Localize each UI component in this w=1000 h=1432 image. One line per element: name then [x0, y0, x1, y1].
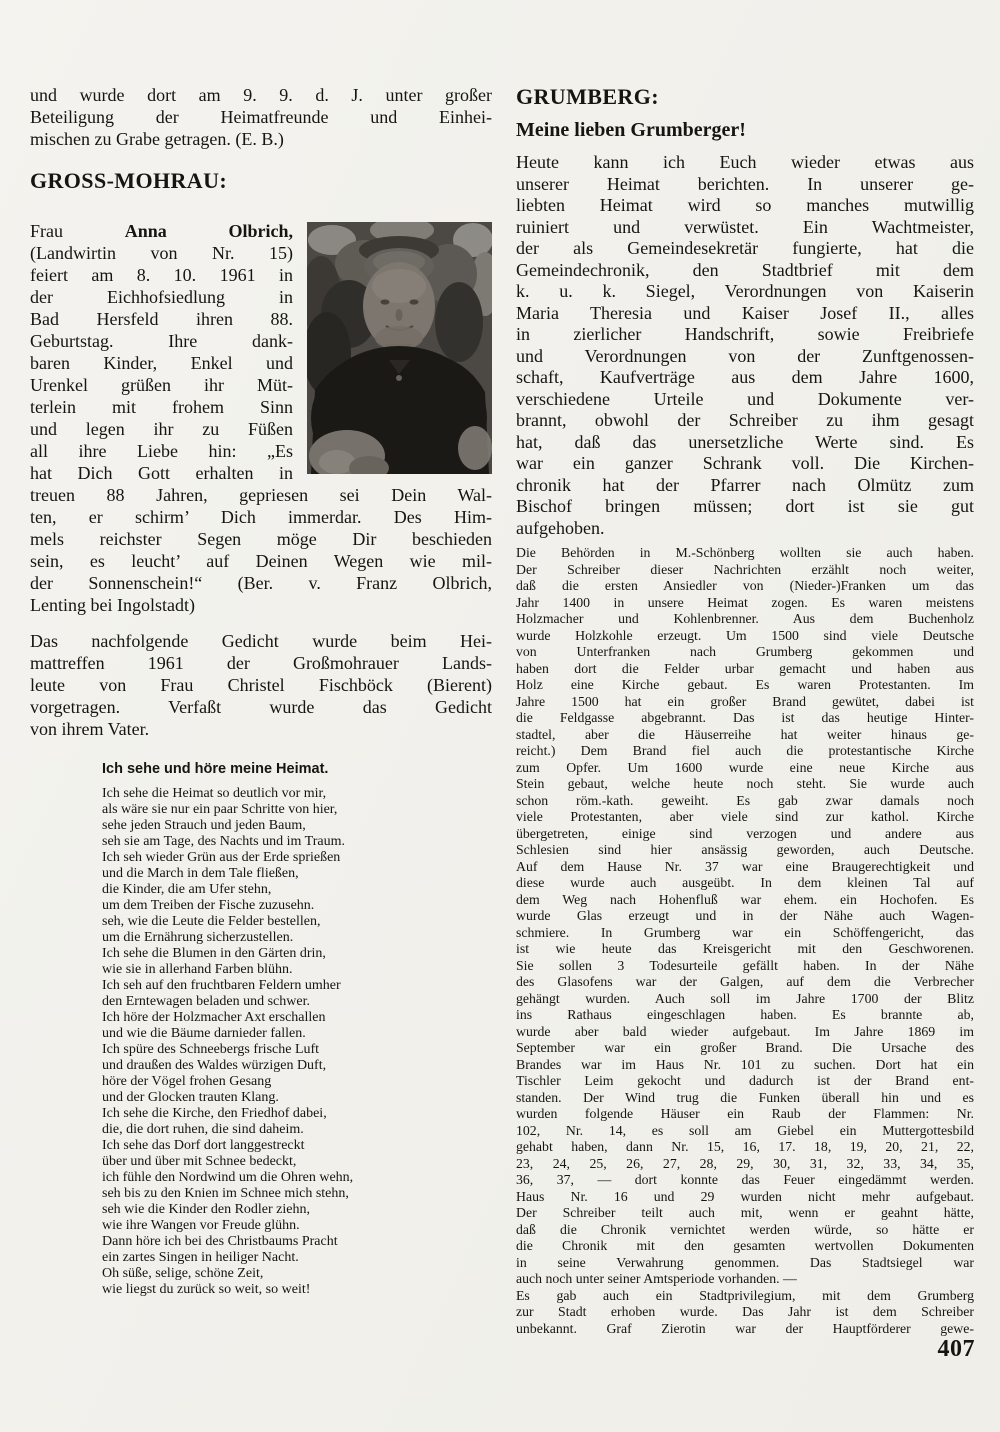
text-line: zur Stadt erhoben wurde. Das Jahr ist dem Schreiber	[516, 1304, 974, 1319]
text-line: Ich sehe das Dorf dort langgestreckt	[102, 1138, 305, 1153]
text-line: Es gab auch ein Stadtprivilegium, mit dem Grumberg	[516, 1287, 974, 1303]
text-line: Holzmacher und Kohlenbrenner. Aus dem Buchenholz	[516, 611, 974, 626]
text-line: wie sie in allerhand Farben blühn.	[102, 962, 293, 977]
text-line: hat Dich Gott erhalten in	[30, 463, 293, 483]
text-line: Bad Hersfeld ihren 88.	[30, 309, 293, 329]
text-line: ins Rathaus eingeschlagen haben. Es brannte ab,	[516, 1007, 974, 1022]
text-line: von Unterfranken nach Grumberg gekommen und	[516, 644, 974, 659]
text-line: hat, daß das unersetzliche Werte sind. Es	[516, 431, 974, 452]
text-line: Jahr 1400 in unsere Heimat zogen. Es waren meistens	[516, 594, 974, 610]
text-line: war ein ganzer Schrank voll. Die Kirchen-	[516, 453, 974, 473]
text-line: (Landwirtin von Nr. 15)	[30, 243, 293, 263]
right-column	[516, 84, 974, 1337]
text-line: seh sie am Tage, des Nachts und im Traum.	[102, 834, 345, 849]
text-line: des Glasofens war der Galgen, auf dem die Verbrecher	[516, 974, 974, 989]
text-line: seh bis zu den Knien im Schnee mich stehn,	[102, 1186, 349, 1201]
poem-text	[102, 786, 492, 1298]
text-line: mischen zu Grabe getragen. (E. B.)	[30, 129, 284, 149]
text-line: schon röm.-kath. geweiht. Es gab zwar damals noch	[516, 792, 974, 808]
text-line: gehängt wurden. Auch soll im Jahre 1700 der Blitz	[516, 990, 974, 1006]
text-line: Lenting bei Ingolstadt)	[30, 595, 195, 615]
text-line: dem Weg nach Hohenfluß war ehem. ein Hochofen. Es	[516, 891, 974, 907]
text-line: daß die Chronik vernichtet werden würde, so hätte er	[516, 1221, 974, 1237]
poem-introduction-paragraph	[30, 630, 492, 740]
text-line: seh, wie die Leute die Felder bestellen,	[102, 914, 321, 929]
text-line: und legen ihr zu Füßen	[30, 419, 293, 439]
text-line: Stein gebaut, welche heute noch steht. Sie wurde auch	[516, 776, 974, 791]
stadtprivilegium-paragraph	[516, 1288, 974, 1338]
text-line: Beteiligung der Heimatfreunde und Einhei-	[30, 107, 492, 127]
text-line: baren Kinder, Enkel und	[30, 353, 293, 373]
text-line: sein, es leucht’ auf Deinen Wegen wie mil-	[30, 551, 492, 571]
text-line: Brandes war im Haus Nr. 101 zu suchen. Dort hat ein	[516, 1056, 974, 1072]
chronicle-history-paragraph	[516, 545, 974, 1288]
text-line: wurde Holzkohle erzeugt. Um 1500 sind viele Deutsche	[516, 627, 974, 643]
text-line: die Chronik mit den gesamten wertvollen Dokumenten	[516, 1238, 974, 1253]
text-line: daß die ersten Ansiedler von (Nieder-)Franken um das	[516, 578, 974, 593]
text-line: terlein mit frohem Sinn	[30, 397, 293, 417]
section-heading-gross-mohrau: GROSS-MOHRAU:	[30, 168, 228, 193]
text-line: der Sonnenschein!“ (Ber. v. Franz Olbrich,	[30, 573, 492, 593]
text-line: vorgetragen. Verfaßt wurde das Gedicht	[30, 697, 492, 717]
text-line: die Feldgasse abgebrannt. Das ist das heutige Hinter-	[516, 710, 974, 725]
text-line: und die March in dem Tale fließen,	[102, 866, 299, 881]
text-line: stadtel, aber die Häuserreihe hat weiter hinaus ge-	[516, 726, 974, 742]
text-line: wurde Glas erzeugt und in der Nähe auch Wagen-	[516, 908, 974, 923]
birthday-paragraph	[30, 220, 492, 616]
obituary-closing-paragraph	[30, 84, 492, 150]
text-line: reicht.) Dem Brand fiel auch die protestantische Kirche	[516, 743, 974, 758]
text-line: den Erntewagen beladen und schwer.	[102, 994, 310, 1009]
text-line: Haus Nr. 16 und 29 wurden nicht mehr aufgebaut.	[516, 1188, 974, 1204]
text-line: Heute kann ich Euch wieder etwas aus	[516, 152, 974, 172]
text-line: treuen 88 Jahren, gepriesen sei Dein Wal-	[30, 485, 492, 505]
text-line: Der Schreiber teilt auch mit, wenn er geahnt hätte,	[516, 1205, 974, 1220]
portrait-photo	[307, 222, 492, 474]
text-line: k. u. k. Siegel, Verordnungen von Kaiserin	[516, 281, 974, 301]
text-line: feiert am 8. 10. 1961 in	[30, 265, 293, 285]
text-line: leute von Frau Christel Fischböck (Bierent)	[30, 675, 492, 695]
text-line: verschiedene Urteile und Dokumente ver-	[516, 388, 974, 409]
birthday-prefix: Frau	[30, 221, 63, 241]
text-line: Ich sehe die Blumen in den Gärten drin,	[102, 946, 326, 961]
text-line: schmiere. In Grumberg war ein Schöffengericht, das	[516, 924, 974, 940]
grumberg-main-paragraph	[516, 152, 974, 539]
text-line: zum Opfer. Um 1600 wurde eine neue Kirche aus	[516, 759, 974, 775]
text-line: 36, 37, — dort konnte das Feuer eingedämmt werden.	[516, 1172, 974, 1187]
text-line: in zierlicher Handschrift, sowie Freibriefe	[516, 324, 974, 344]
text-line: Sie sollen 3 Todesurteile gefällt haben. In der Nähe	[516, 957, 974, 973]
text-line: Maria Theresia und Kaiser Josef II., alles	[516, 302, 974, 323]
text-line: Ich seh wieder Grün aus der Erde sprießen	[102, 850, 341, 865]
text-line: standen. Der Wind trug die Funken überall hin und es	[516, 1089, 974, 1105]
text-line: diese wurde auch ausgeübt. In dem kleinen Tal auf	[516, 875, 974, 890]
text-line: Auf dem Hause Nr. 37 war eine Braugerechtigkeit und	[516, 858, 974, 874]
page-number: 407	[937, 1336, 975, 1362]
text-line: unserer Heimat berichten. In unserer ge-	[516, 173, 974, 194]
text-line: und wurde dort am 9. 9. d. J. unter großer	[30, 85, 492, 105]
text-line: als wäre sie nur ein paar Schritte von hier,	[102, 802, 338, 817]
text-line: wurde aber bald wieder aufgebaut. Im Jahre 1869 im	[516, 1023, 974, 1039]
text-line: Bischof bringen müssen; dort ist sie gut	[516, 496, 974, 516]
text-line: ist wie heute das Kreisgericht mit den Geschworenen.	[516, 941, 974, 956]
poem-title: Ich sehe und höre meine Heimat.	[102, 761, 329, 777]
text-line: von ihrem Vater.	[30, 719, 150, 739]
text-line: unbekannt. Graf Zierotin war der Hauptförderer gewe-	[516, 1320, 974, 1336]
text-line: Ich sehe die Heimat so deutlich vor mir,	[102, 786, 327, 801]
text-line: um die Ernährung sicherzustellen.	[102, 930, 294, 945]
text-line: Dann höre ich bei des Christbaums Pracht	[102, 1234, 338, 1249]
text-line: auch noch unter seiner Amtsperiode vorhanden. —	[516, 1271, 797, 1286]
text-line: Geburtstag. Ihre dank-	[30, 331, 293, 351]
text-line: Das nachfolgende Gedicht wurde beim Hei-	[30, 631, 492, 651]
text-line: Ich seh auf den fruchtbaren Feldern umher	[102, 978, 341, 993]
text-line: Urenkel grüßen ihr Müt-	[30, 375, 293, 395]
text-line: in seine Verwahrung genommen. Das Stadtsiegel war	[516, 1254, 974, 1270]
text-line: chronik hat der Pfarrer nach Olmütz zum	[516, 474, 974, 495]
text-line: Ich spüre des Schneebergs frische Luft	[102, 1042, 320, 1057]
salutation-heading: Meine lieben Grumberger!	[516, 119, 746, 141]
text-line: September war ein großer Brand. Die Ursache des	[516, 1040, 974, 1055]
left-column	[30, 84, 492, 1298]
text-line: mattreffen 1961 der Großmohrauer Lands-	[30, 653, 492, 673]
text-line: Tischler Leim gekocht und dadurch ist der Brand ent-	[516, 1073, 974, 1088]
text-line: Jahre 1500 hat ein großer Brand gewütet, dabei ist	[516, 693, 974, 709]
text-line: aufgehoben.	[516, 517, 605, 538]
text-line: und draußen des Waldes würzigen Duft,	[102, 1058, 327, 1073]
text-line: und Verordnungen von der Zunftgenossen-	[516, 345, 974, 366]
person-name: Anna Olbrich,	[124, 221, 293, 241]
text-line: sehe jeden Strauch und jeden Baum,	[102, 818, 306, 833]
text-line: wie ihre Wangen vor Freude glühn.	[102, 1218, 300, 1233]
text-line: und der Glocken trauten Klang.	[102, 1090, 279, 1105]
text-line: Ich sehe die Kirche, den Friedhof dabei,	[102, 1106, 327, 1121]
text-line: höre der Vögel frohen Gesang	[102, 1074, 272, 1089]
text-line: Schlesien sind hier ansässig geworden, auch Deutsche.	[516, 842, 974, 857]
text-line: haben dort die Felder urbar gemacht und haben aus	[516, 660, 974, 676]
section-heading-grumberg: GRUMBERG:	[516, 84, 659, 109]
text-line: wie liegst du zurück so weit, so weit!	[102, 1282, 311, 1297]
text-line: wurden folgende Häuser ein Raub der Flammen: Nr.	[516, 1106, 974, 1121]
text-line: über und über mit Schnee bedeckt,	[102, 1154, 297, 1169]
text-line: liebten Heimat wird so manches mutwillig	[516, 195, 974, 215]
text-line: der als Gemeindesekretär fungierte, hat die	[516, 238, 974, 258]
text-line: viele Protestanten, aber viele sind zur kathol. Kirche	[516, 809, 974, 824]
text-line: Gemeindechronik, den Stadtbrief mit dem	[516, 259, 974, 280]
text-line: seh wie die Kinder den Rodler ziehn,	[102, 1202, 310, 1217]
portrait-photo-graphic	[307, 222, 492, 474]
text-line: 102, Nr. 14, es soll am Giebel ein Muttergottesbild	[516, 1122, 974, 1138]
text-line: gehabt haben, dann Nr. 15, 16, 17. 18, 19, 20, 21, 22,	[516, 1139, 974, 1154]
text-line: 23, 24, 25, 26, 27, 28, 29, 30, 31, 32, 33, 34, 35,	[516, 1155, 974, 1171]
text-line: mels reichster Segen möge Dir beschieden	[30, 529, 492, 549]
text-line: übergetreten, einige sind verzogen und andere aus	[516, 825, 974, 841]
text-line: Die Behörden in M.-Schönberg wollten sie auch haben.	[516, 545, 974, 560]
text-line: brannt, obwohl der Schreiber zu ihm gesagt	[516, 410, 974, 430]
poem-block	[102, 760, 492, 1298]
text-line: der Eichhofsiedlung in	[30, 287, 293, 307]
text-line: und wie die Bäume darnieder fallen.	[102, 1026, 306, 1041]
text-line: die Kinder, die am Ufer stehn,	[102, 882, 272, 897]
text-line: ein zartes Singen in heiliger Nacht.	[102, 1250, 299, 1265]
text-line: all ihre Liebe hin: „Es	[30, 441, 293, 461]
text-line: Der Schreiber dieser Nachrichten erzählt noch weiter,	[516, 561, 974, 577]
text-line: Oh süße, selige, schöne Zeit,	[102, 1266, 264, 1281]
text-line: um dem Treiben der Fische zuzusehn.	[102, 898, 315, 913]
text-line: ich fühle den Nordwind um die Ohren wehn,	[102, 1170, 354, 1185]
text-line: ruiniert und verwüstet. Ein Wachtmeister,	[516, 216, 974, 237]
text-line: ten, er schirm’ Dich immerdar. Des Him-	[30, 507, 492, 527]
text-line: Ich höre der Holzmacher Axt erschallen	[102, 1010, 326, 1025]
text-line: die, die dort ruhen, die sind daheim.	[102, 1122, 304, 1137]
text-line: Holz eine Kirche gebaut. Es waren Protestanten. Im	[516, 677, 974, 692]
text-line: schaft, Kaufverträge aus dem Jahre 1600,	[516, 367, 974, 387]
